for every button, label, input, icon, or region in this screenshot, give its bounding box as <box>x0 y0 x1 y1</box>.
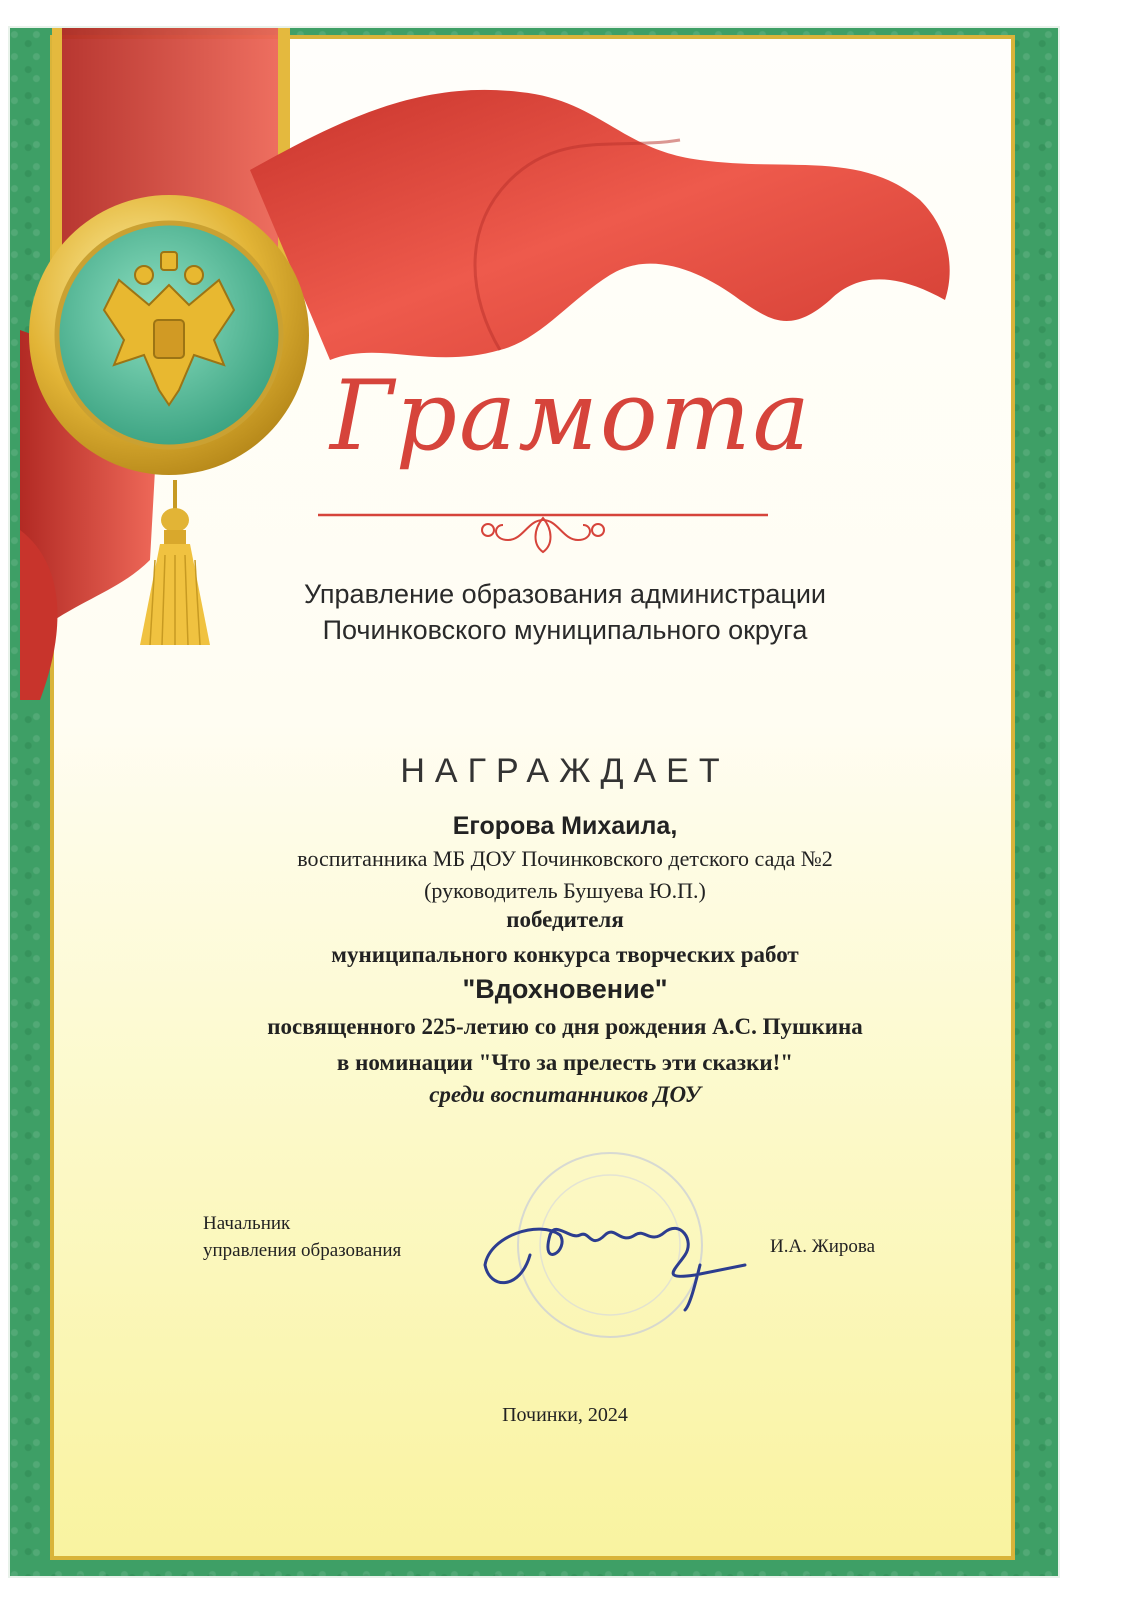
signer-title-line-2: управления образования <box>203 1240 402 1261</box>
faint-stamp-icon <box>518 1153 702 1337</box>
recipient-role: воспитанника МБ ДОУ Починковского детского сада №2 <box>297 846 833 871</box>
certificate-title: Грамота <box>330 360 812 472</box>
contest-name: "Вдохновение" <box>462 974 668 1004</box>
emblem-seal <box>24 190 314 480</box>
issuer-line-1: Управление образования администрации <box>303 579 826 609</box>
dedication: посвященного 225-летию со дня рождения А.С. Пушкина <box>267 1014 863 1039</box>
category: среди воспитанников ДОУ <box>429 1082 701 1107</box>
signer-name: И.А. Жирова <box>770 1236 876 1257</box>
handwritten-signature-icon <box>485 1228 745 1310</box>
place-date: Починки, 2024 <box>502 1404 628 1426</box>
contest-type: муниципального конкурса творческих работ <box>331 942 799 967</box>
issuer-line-2: Починковского муниципального округа <box>322 615 808 645</box>
award-status: победителя <box>506 907 624 932</box>
signer-title <box>203 1210 401 1264</box>
awards-heading: НАГРАЖДАЕТ <box>400 752 730 790</box>
signature-stamp-area <box>460 1140 760 1340</box>
flourish-divider-icon <box>318 500 768 560</box>
recipient-name: Егорова Михаила, <box>452 812 678 840</box>
supervisor: (руководитель Бушуева Ю.П.) <box>424 878 706 903</box>
signer-title-line-1: Начальник <box>203 1213 291 1234</box>
issuer-organization <box>250 576 880 648</box>
gold-tassel-icon <box>130 480 220 660</box>
nomination: в номинации "Что за прелесть эти сказки!" <box>336 1050 794 1075</box>
